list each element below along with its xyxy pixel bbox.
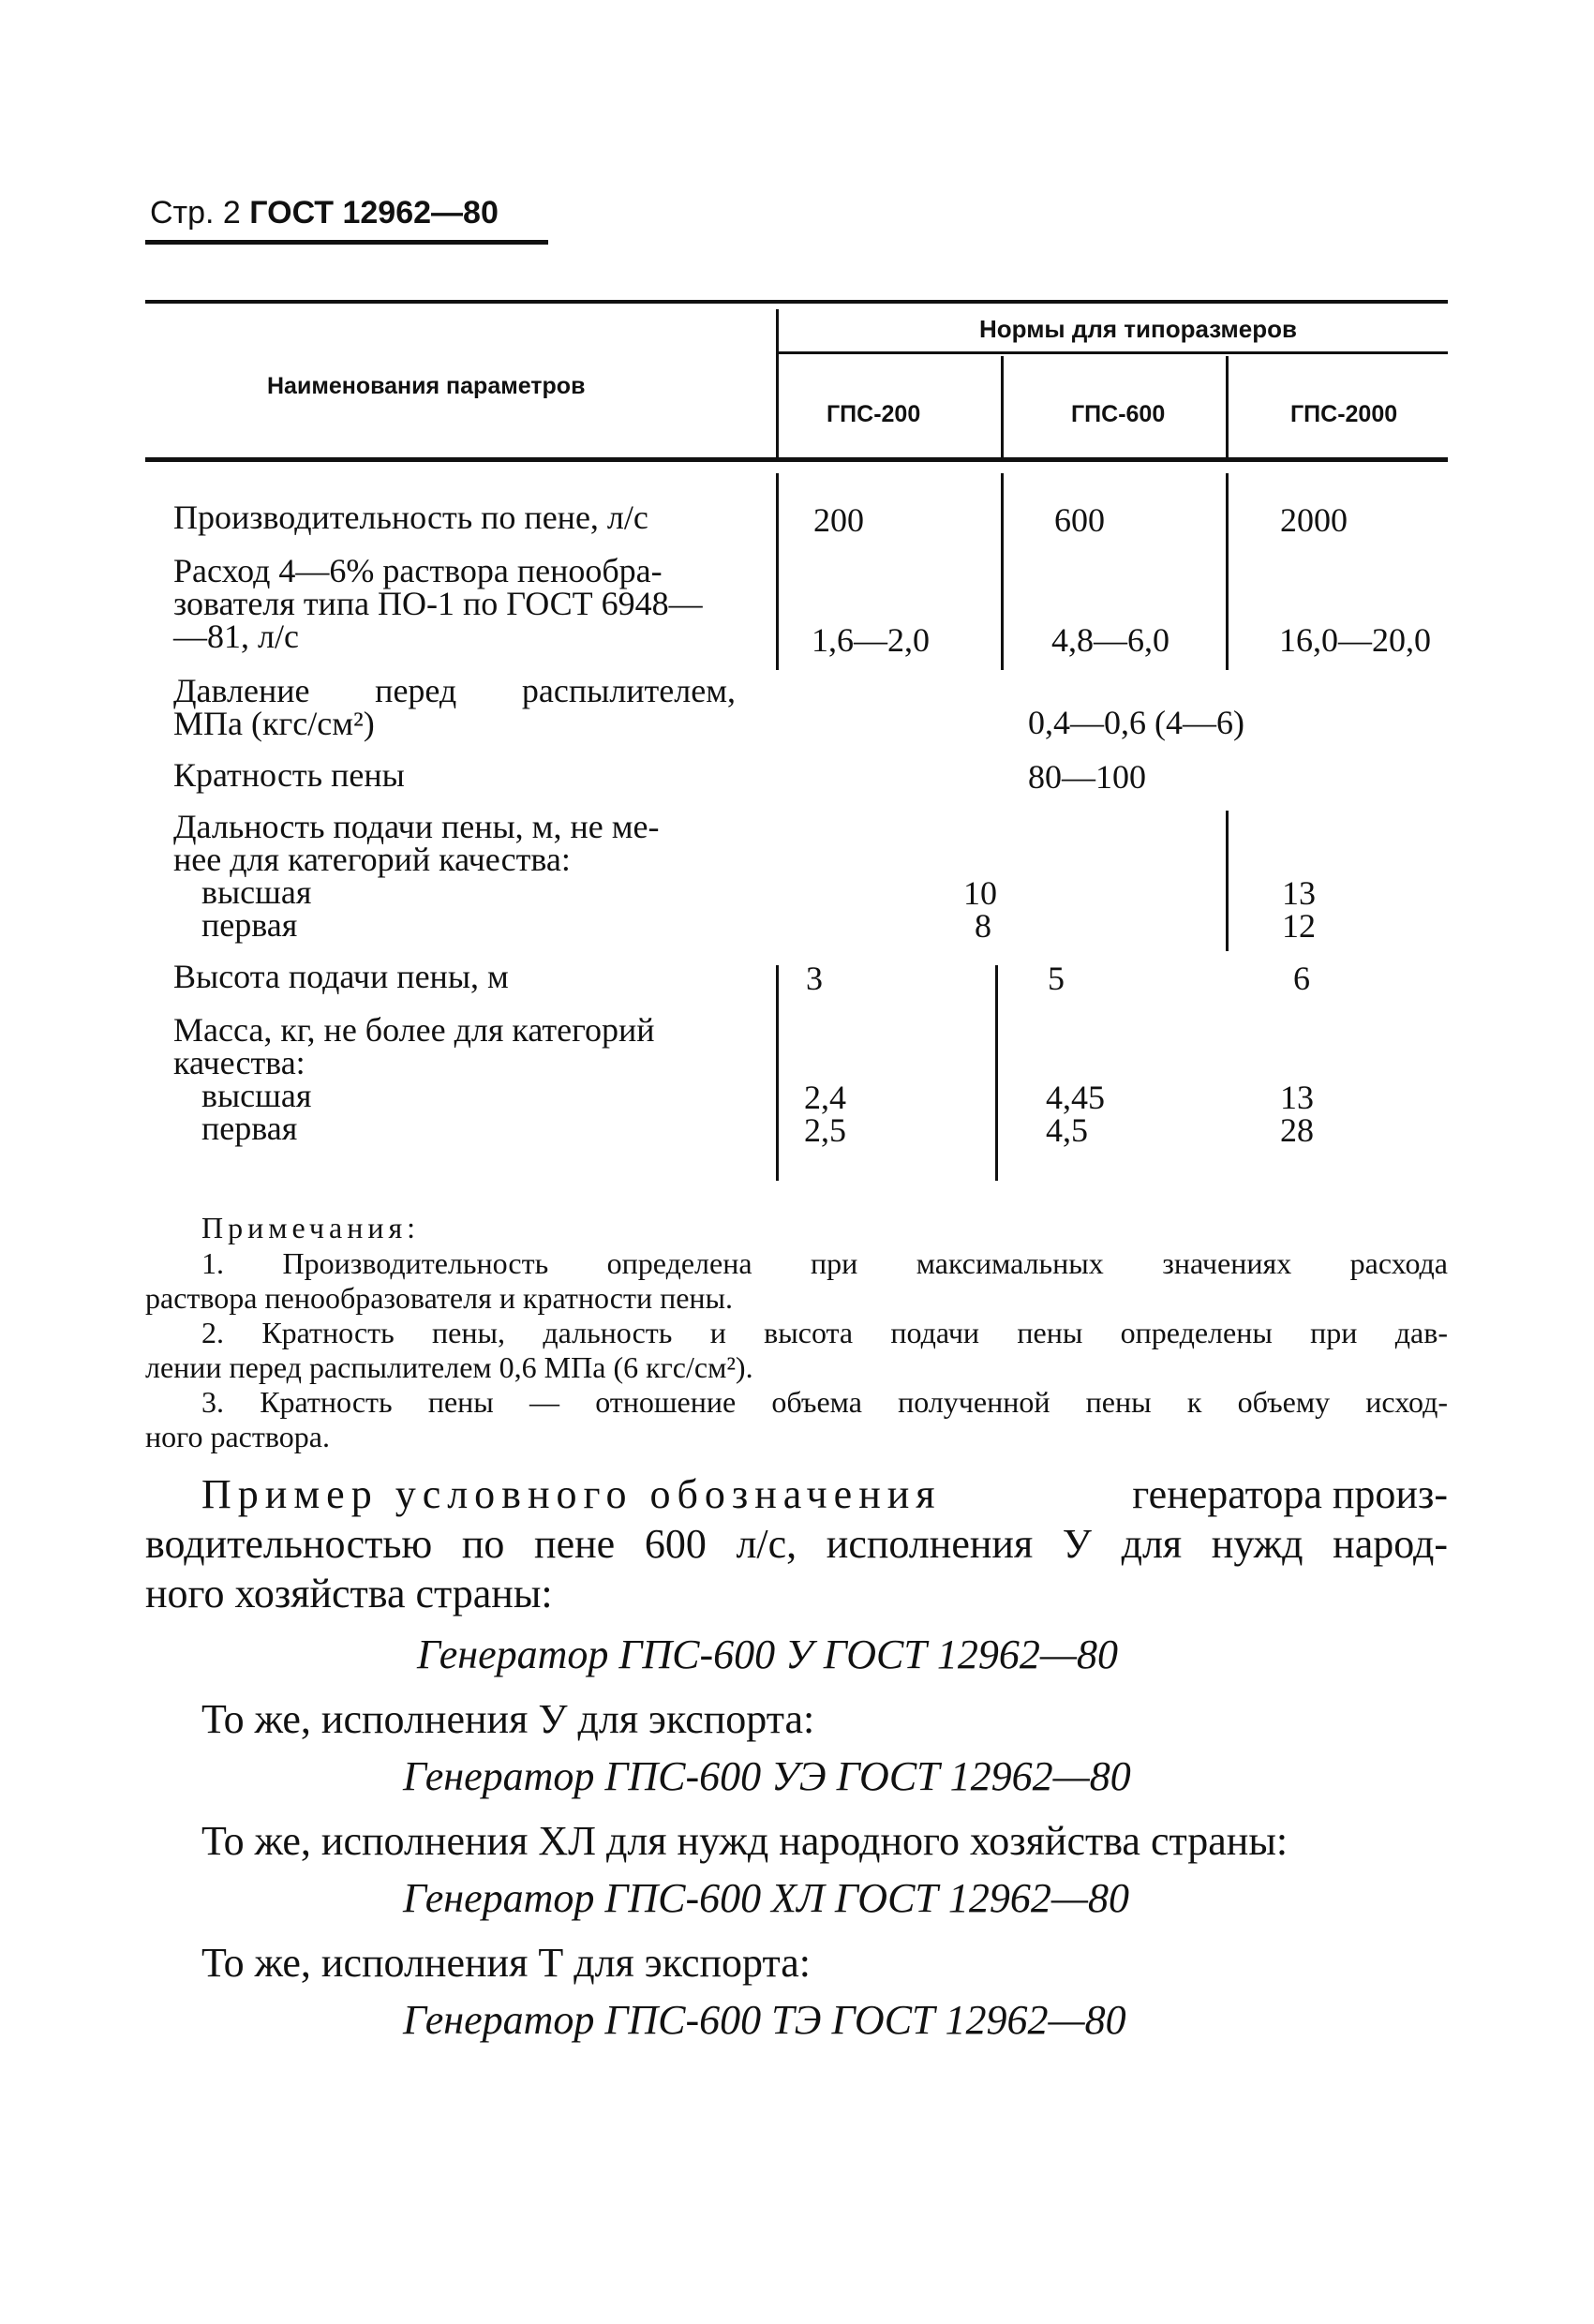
row-range-sub-label: высшая — [201, 873, 312, 911]
row-mass-sub-label: первая — [201, 1110, 298, 1147]
note-line: 3. Кратность пены — отношение объема полученной пены к объему исход- — [201, 1385, 1448, 1419]
example-text-line: ного хозяйства страны: — [145, 1571, 553, 1616]
param-column-header: Наименования параметров — [267, 373, 586, 399]
table-cell: 8 — [975, 907, 991, 945]
designation-intro: То же, исполнения Т для экспорта: — [201, 1940, 811, 1986]
table-cell: 16,0—20,0 — [1279, 621, 1431, 659]
designation-intro: То же, исполнения У для экспорта: — [201, 1696, 815, 1742]
column-header-gps600: ГПС-600 — [1071, 401, 1166, 427]
standard-number: ГОСТ 12962—80 — [249, 195, 499, 231]
row-pressure-label: МПа (кгс/см²) — [173, 705, 375, 742]
note-line: лении перед распылителем 0,6 МПа (6 кгс/см²). — [145, 1350, 753, 1384]
designation-intro: То же, исполнения ХЛ для нужд народного хозяйства страны: — [201, 1818, 1289, 1864]
row-height-label: Высота подачи пены, м — [173, 958, 509, 995]
table-vline-col3 — [1226, 473, 1229, 670]
table-vline-col2 — [995, 965, 998, 1181]
note-line: 1. Производительность определена при максимальных значениях расхода — [201, 1246, 1448, 1280]
note-line: 2. Кратность пены, дальность и высота подачи пены определены при дав- — [201, 1316, 1448, 1349]
table-cell: 0,4—0,6 (4—6) — [1028, 704, 1244, 741]
table-vline-main — [776, 309, 779, 459]
row-consumption-label: —81, л/с — [173, 618, 299, 655]
note-line: раствора пенообразователя и кратности пены. — [145, 1281, 734, 1315]
table-cell: 200 — [813, 501, 864, 539]
table-vline-col3 — [1226, 356, 1229, 459]
table-vline-main — [776, 965, 779, 1181]
designation-example: Генератор ГПС-600 ХЛ ГОСТ 12962—80 — [403, 1875, 1130, 1921]
table-cell: 6 — [1293, 960, 1310, 997]
row-mass-label: качества: — [173, 1044, 305, 1081]
row-range-sub-label: первая — [201, 906, 298, 944]
designation-example: Генератор ГПС-600 ТЭ ГОСТ 12962—80 — [403, 1997, 1126, 2043]
row-productivity-label: Производительность по пене, л/с — [173, 499, 648, 536]
notes-title: Примечания: — [201, 1211, 421, 1244]
row-range-label: нее для категорий качества: — [173, 841, 571, 878]
row-range-label: Дальность подачи пены, м, не ме- — [173, 808, 660, 845]
row-consumption-label: зователя типа ПО-1 по ГОСТ 6948— — [173, 585, 703, 622]
table-cell: 4,5 — [1046, 1111, 1088, 1149]
header-rule — [145, 240, 548, 245]
table-cell: 2,4 — [804, 1079, 846, 1116]
column-header-gps2000: ГПС-2000 — [1290, 401, 1398, 427]
row-mass-label: Масса, кг, не более для категорий — [173, 1011, 655, 1049]
table-vline-col2 — [1001, 473, 1004, 670]
table-cell: 1,6—2,0 — [812, 621, 930, 659]
row-mass-sub-label: высшая — [201, 1077, 312, 1114]
table-vline-col3 — [1226, 811, 1229, 951]
table-cell: 28 — [1280, 1111, 1314, 1149]
table-cell: 4,45 — [1046, 1079, 1105, 1116]
note-line: ного раствора. — [145, 1420, 330, 1453]
table-header-bottom-rule — [145, 457, 1448, 462]
table-cell: 4,8—6,0 — [1051, 621, 1169, 659]
table-cell: 12 — [1282, 907, 1316, 945]
table-cell: 2,5 — [804, 1111, 846, 1149]
row-pressure-label: Давление перед распылителем, — [173, 672, 736, 709]
table-cell: 10 — [963, 874, 997, 912]
example-text-line: водительностью по пене 600 л/с, исполнения У для нужд народ- — [145, 1521, 1448, 1567]
table-cell: 80—100 — [1028, 758, 1146, 796]
norms-header-rule — [778, 351, 1448, 354]
table-top-rule — [145, 300, 1448, 304]
table-cell: 5 — [1048, 960, 1065, 997]
table-cell: 2000 — [1280, 501, 1348, 539]
norms-column-header: Нормы для типоразмеров — [979, 315, 1297, 343]
row-multiplicity-label: Кратность пены — [173, 756, 405, 794]
table-cell: 3 — [806, 960, 823, 997]
table-vline-col2 — [1001, 356, 1004, 459]
page-label: Стр. 2 — [150, 195, 241, 231]
example-lead-rest: генератора произ- — [1132, 1471, 1448, 1517]
table-cell: 600 — [1054, 501, 1105, 539]
table-cell: 13 — [1282, 874, 1316, 912]
designation-example: Генератор ГПС-600 УЭ ГОСТ 12962—80 — [403, 1753, 1131, 1799]
example-lead: Пример условного обозначения — [201, 1471, 942, 1517]
row-consumption-label: Расход 4—6% раствора пенообра- — [173, 552, 663, 589]
table-vline-main — [776, 473, 779, 670]
example-intro-line — [201, 1469, 1448, 1519]
table-cell: 13 — [1280, 1079, 1314, 1116]
page-header — [150, 195, 499, 231]
column-header-gps200: ГПС-200 — [827, 401, 921, 427]
designation-example: Генератор ГПС-600 У ГОСТ 12962—80 — [417, 1631, 1118, 1677]
